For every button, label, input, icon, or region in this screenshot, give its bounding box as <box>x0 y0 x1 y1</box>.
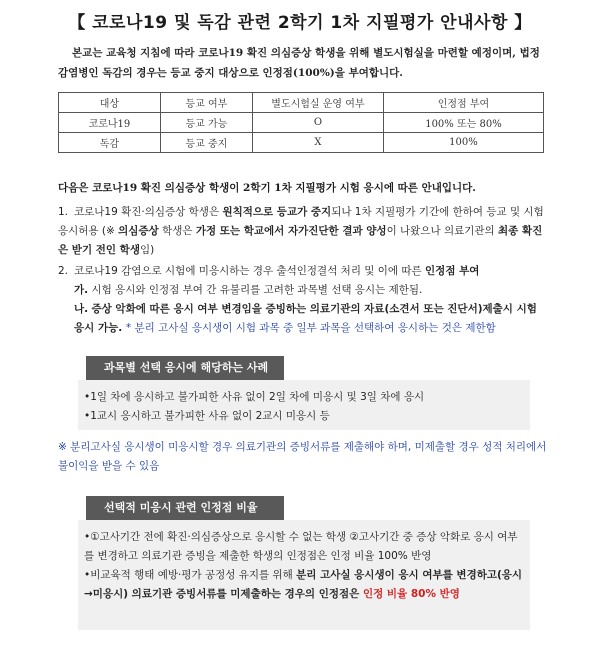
list-item-1 <box>58 203 550 260</box>
item-text: 임) <box>139 244 155 256</box>
table-row <box>59 133 544 153</box>
sub-item-text: 시험 응시와 인정점 부여 간 유불리를 고려한 과목별 선택 응시는 제한됨. <box>91 284 423 296</box>
item-number: 2. <box>58 265 69 277</box>
item-bold-text: 의심증상 <box>118 225 159 237</box>
item-bold-text: 가정 또는 학교에서 자가진단한 결과 양성 <box>195 225 387 237</box>
item-bold-text: 최종 확진은 받기 전인 학생 <box>58 225 543 256</box>
table-header-cell: 인정점 부여 <box>383 93 543 113</box>
table-cell: 등교 중지 <box>160 133 252 153</box>
ratio-bold-text: 분리 고사실 응시생이 응시 여부를 변경하고(응시→미응시) 의료기관 증빙서류를 미제출하는 경우의 인정점은 <box>84 569 523 600</box>
sub-item-number: 나. <box>74 303 89 315</box>
table-header-cell: 등교 여부 <box>160 93 252 113</box>
table-cell: X <box>252 133 383 153</box>
list-item-2 <box>58 262 550 281</box>
table-cell: 100% 또는 80% <box>383 113 543 133</box>
sub-item-na <box>74 300 550 338</box>
example-box <box>78 380 530 430</box>
evidence-note: ※ 분리고사실 응시생이 미응시할 경우 의료기관의 증빙서류를 제출해야 하며, 미제출할 경우 성적 처리에서 불이익을 받을 수 있음 <box>58 441 547 472</box>
info-table <box>58 92 544 153</box>
table-cell: 100% <box>383 133 543 153</box>
table-row <box>59 113 544 133</box>
notice-heading: 다음은 코로나19 확진 의심증상 학생이 2학기 1차 지필평가 시험 응시에 따른 안내입니다. <box>58 182 476 194</box>
item-bold-text: 인정점 부여 <box>425 265 480 277</box>
table-cell: 등교 가능 <box>160 113 252 133</box>
sub-item-text: 제출시 시험 응시 가능. <box>74 303 537 334</box>
sub-item-text: 증상 악화에 따른 응시 여부 변경임을 증빙하는 <box>91 303 310 315</box>
ratio-line-1: •①고사기간 전에 확진·의심증상으로 응시할 수 없는 학생 ②고사기간 중 증상 악화로 응시 여부를 변경하고 의료기관 증빙을 제출한 학생의 인정점은 인정 비율 100% 반영 <box>84 531 518 562</box>
intro-paragraph: 본교는 교육청 지침에 따라 코로나19 확진 의심증상 학생을 위해 별도시험실을 마련할 예정이며, 법정 감염병인 독감의 경우는 등교 중지 대상으로 인정점(100%)을 부여합니다. <box>58 47 540 79</box>
item-number: 1. <box>58 206 69 218</box>
table-header-cell: 별도시험실 운영 여부 <box>252 93 383 113</box>
table-cell: 독감 <box>59 133 161 153</box>
sub-item-ga <box>74 281 550 300</box>
ratio-line-2 <box>84 566 524 604</box>
item-text: 코로나19 감염으로 시험에 미응시하는 경우 출석인정결석 처리 및 이에 따른 <box>74 265 426 277</box>
sub-item-bold-text: 의료기관의 자료(소견서 또는 진단서) <box>309 303 483 315</box>
item-text: 학생은 <box>158 225 196 237</box>
item-text: 코로나19 확진·의심증상 학생은 <box>74 206 223 218</box>
section-header-score-ratio: 선택적 미응시 관련 인정점 비율 <box>86 496 284 520</box>
section-header-selective-exam: 과목별 선택 응시에 해당하는 사례 <box>86 356 284 380</box>
example-line: •1교시 응시하고 불가피한 사유 없이 2교시 미응시 등 <box>84 410 330 422</box>
table-cell: O <box>252 113 383 133</box>
table-header-row <box>59 93 544 113</box>
sub-item-blue-note: * 분리 고사실 응시생이 시험 과목 중 일부 과목을 선택하여 응시하는 것은 제한함 <box>125 322 496 334</box>
example-line: •1일 차에 응시하고 불가피한 사유 없이 2일 차에 미응시 및 3일 차에 응시 <box>84 391 425 403</box>
sub-item-number: 가. <box>74 284 89 296</box>
table-cell: 코로나19 <box>59 113 161 133</box>
table-header-cell: 대상 <box>59 93 161 113</box>
item-bold-text: 원칙적으로 등교가 중지 <box>222 206 332 218</box>
item-text: 이 나왔으나 의료기관의 <box>386 225 499 237</box>
item-text: 되나 1차 지필평가 기간에 한하여 등교 및 시험 응시허용 (※ <box>58 206 544 237</box>
score-ratio-box <box>78 520 530 630</box>
ratio-text: •비교육적 행태 예방·평가 공정성 유지를 위해 <box>84 569 297 581</box>
page-title: 【 코로나19 및 독감 관련 2학기 1차 지필평가 안내사항 】 <box>68 13 532 33</box>
ratio-red-text: 인정 비율 80% 반영 <box>362 588 460 600</box>
